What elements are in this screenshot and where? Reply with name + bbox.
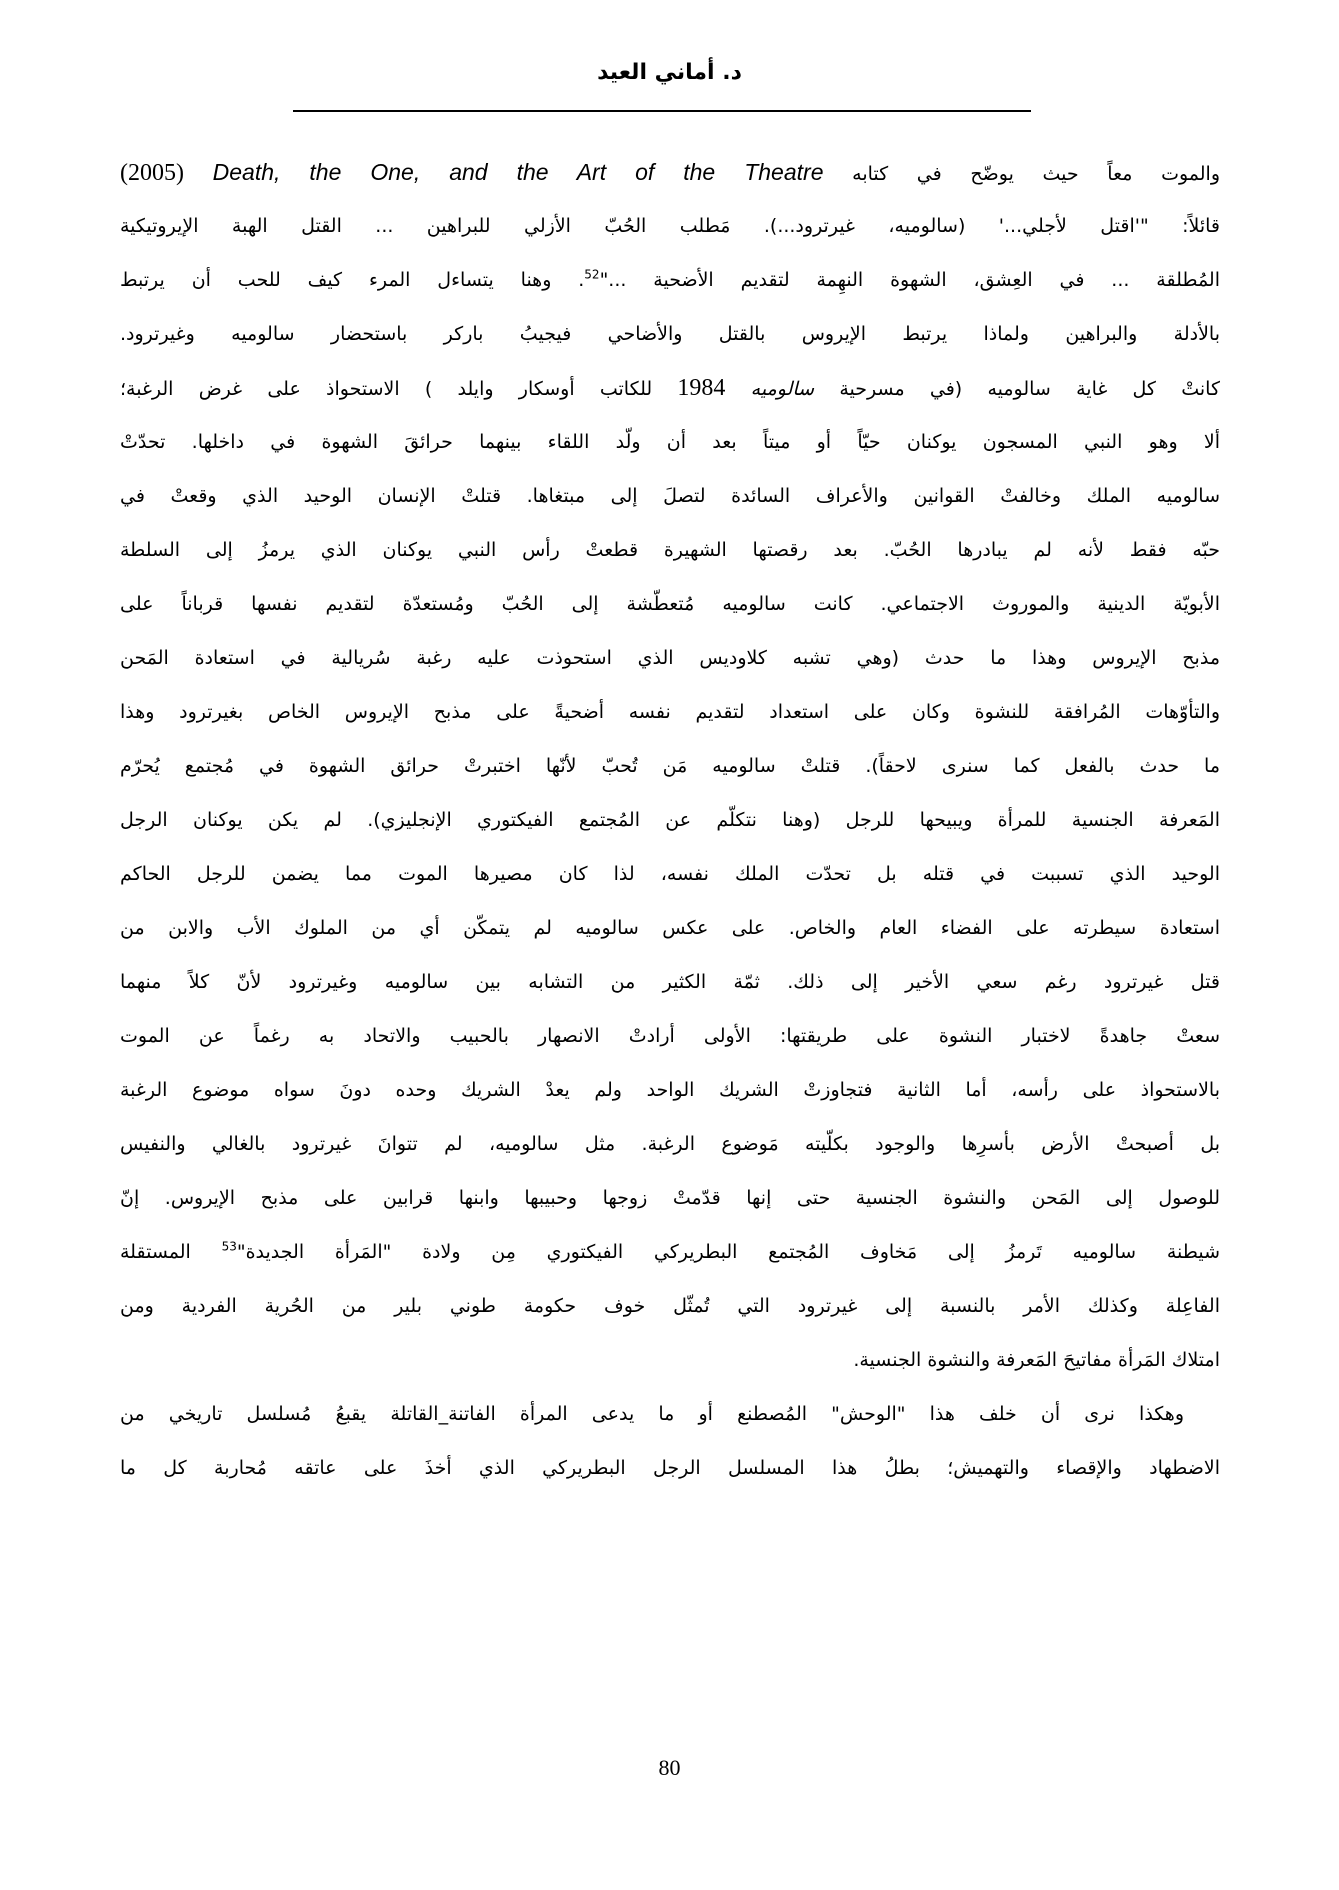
text-line: الاضطهاد والإقصاء والتهميش؛ بطلُ هذا المسلسل الرجل البطريركي الذي أخذَ على عاتقه مُحاربة كل ما [120,1457,1220,1479]
text-line: للوصول إلى المَحن والنشوة الجنسية حتى إنها قدّمتْ زوجها وحبيبها وابنها قرابين على مذبح الإيروس. إنّ [120,1187,1220,1209]
page-number: 80 [658,1755,681,1780]
running-header-author: د. أماني العيد [597,60,742,85]
text-line: الوحيد الذي تسببت في قتله بل تحدّت الملك نفسه، لذا كان مصيرها الموت مما يضمن للرجل الحاكم [120,863,1220,885]
play-year: 1984 [677,375,726,401]
text-line: المَعرفة الجنسية للمرأة ويبيحها للرجل (وهنا نتكلّم عن المُجتمع الفيكتوري الإنجليزي). لم يكن يوكنان الرجل [120,809,1220,831]
text-line: قتل غيرترود رغم سعي الأخير إلى ذلك. ثمّة الكثير من التشابه بين سالوميه وغيرترود لأنّ كلاً منهما [120,971,1220,993]
footnote-ref: 53 [221,1239,237,1254]
text-line: المُطلقة ... في العِشق، الشهوة النهِمة لتقديم الأضحية ..."$^{52}$. وهنا يتساءل المرء كيف للحب أن يرتبط [120,267,1220,291]
header-divider [293,110,1031,112]
body-text [120,145,1220,1495]
text-line: كانتْ كل غاية سالوميه (في مسرحية سالوميه 1984 للكاتب أوسكار وايلد ) الاستحواذ على غرض الرغبة؛ [120,375,1220,401]
text-line: والموت معاً حيث يوضّح في كتابه Death, the One, and the Art of the Theatre (2005) [120,159,1220,186]
paragraph-1 [120,145,1220,1387]
text-line: وهكذا نرى أن خلف هذا "الوحش" المُصطنع أو ما يدعى المرأة الفاتنة_القاتلة يقبعُ مُسلسل تاريخي من [120,1403,1184,1425]
text-line: قائلاً: "'اقتل لأجلي...' (سالوميه، غيرترود...). مَطلب الحُبّ الأزلي للبراهين ... القتل الهبة الإيروتيكية [120,215,1220,237]
text-line: بالاستحواذ على رأسه، أما الثانية فتجاوزتْ الشريك الواحد ولم يعدْ الشريك وحده دونَ سواه موضوع الرغبة [120,1079,1220,1101]
text-line: الفاعِلة وكذلك الأمر بالنسبة إلى غيرترود التي تُمثّل خوف حكومة طوني بلير من الحُرية الفردية ومن [120,1295,1220,1317]
text-line: بل أصبحتْ الأرض بأسرِها والوجود بكلّيته مَوضوع الرغبة. مثل سالوميه، لم تتوانَ غيرترود بالغالي والنفيس [120,1133,1220,1155]
text-line: شيطنة سالوميه تَرمزُ إلى مَخاوف المُجتمع البطريركي الفيكتوري مِن ولادة "المَرأة الجديدة"$^{53}$ المستقلة [120,1239,1220,1263]
publication-year: (2005) [120,160,184,186]
paragraph-2 [120,1387,1220,1495]
play-title: سالوميه [750,378,815,400]
text-line: الأبويّة الدينية والموروث الاجتماعي. كانت سالوميه مُتعطّشة إلى الحُبّ ومُستعدّة لتقديم نفسها قرباناً على [120,593,1220,615]
book-title-latin: Death, the One, and the Art of the Theatre [212,159,824,185]
text-line: ما حدث بالفعل كما سنرى لاحقاً). قتلتْ سالوميه مَن تُحبّ لأنّها اختبرتْ حرائق الشهوة في مُجتمع يُحرّم [120,755,1220,777]
text-line: بالأدلة والبراهين ولماذا يرتبط الإيروس بالقتل والأضاحي فيجيبُ باركر باستحضار سالوميه وغيرترود. [120,323,1220,345]
text-line: ألا وهو النبي المسجون يوكنان حيّاً أو ميتاً بعد أن ولّد اللقاء بينهما حرائقَ الشهوة في داخلها. تحدّتْ [120,431,1220,453]
text-line: امتلاك المَرأة مفاتيحَ المَعرفة والنشوة الجنسية. [853,1349,1220,1371]
text-line: مذبح الإيروس وهذا ما حدث (وهي تشبه كلاوديس الذي استحوذت عليه رغبة سُريالية في استعادة المَحن [120,647,1220,669]
text-line: سالوميه الملك وخالفتْ القوانين والأعراف السائدة لتصلَ إلى مبتغاها. قتلتْ الإنسان الوحيد الذي وقعتْ في [120,485,1220,507]
text-line: والتأوّهات المُرافقة للنشوة وكان على استعداد لتقديم نفسه أضحيةً على مذبح الإيروس الخاص بغيرترود وهذا [120,701,1220,723]
text-line: استعادة سيطرته على الفضاء العام والخاص. على عكس سالوميه لم يتمكّن أي من الملوك الأب والابن من [120,917,1220,939]
footnote-ref: 52 [584,267,600,282]
text-line: حبّه فقط لأنه لم يبادرها الحُبّ. بعد رقصتها الشهيرة قطعتْ رأس النبي يوكنان الذي يرمزُ إلى السلطة [120,539,1220,561]
text-line: سعتْ جاهدةً لاختبار النشوة على طريقتها: الأولى أرادتْ الانصهار بالحبيب والاتحاد به رغماً عن الموت [120,1025,1220,1047]
